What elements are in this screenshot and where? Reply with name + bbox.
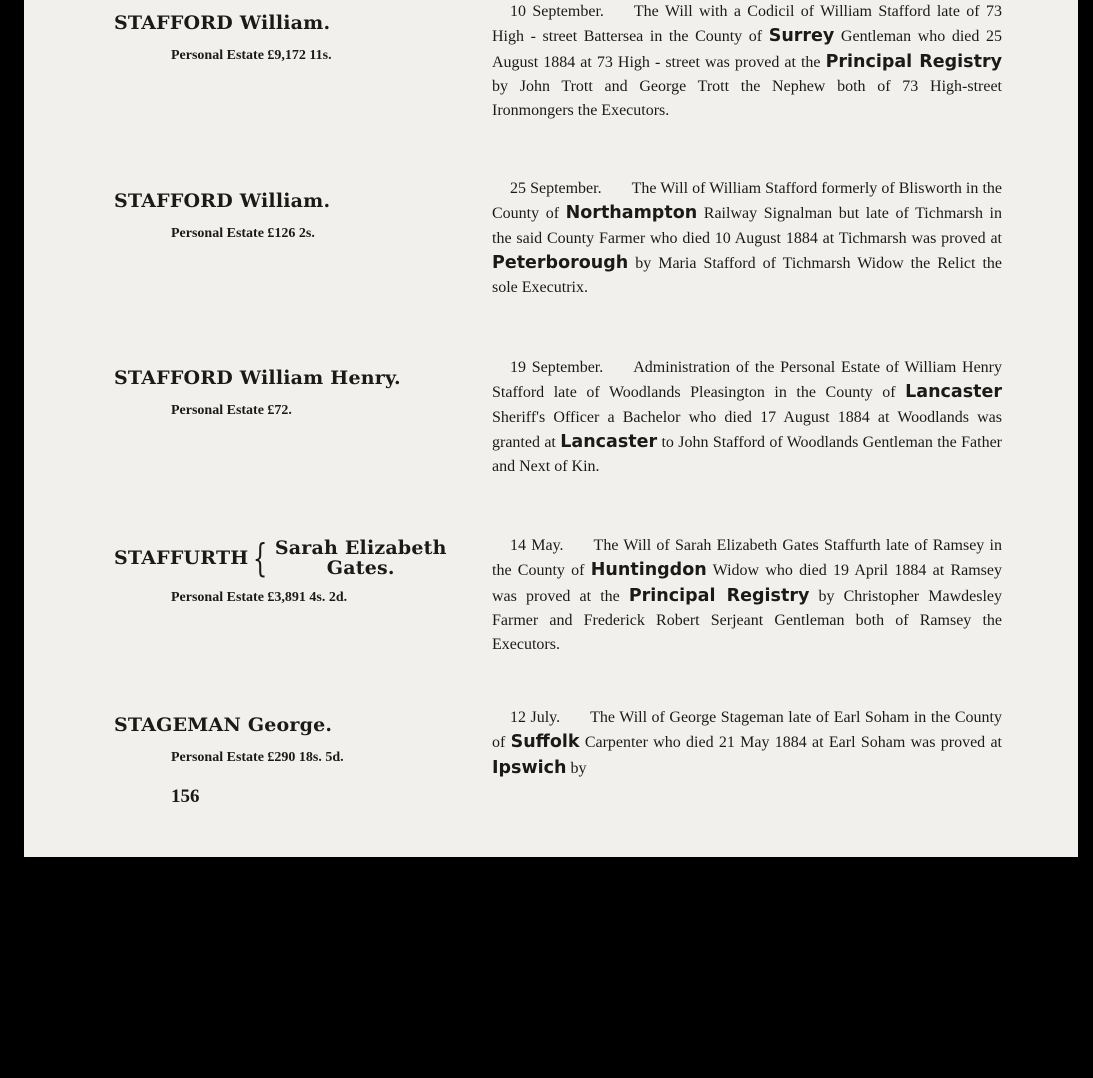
register-page xyxy=(24,0,1078,857)
entry-4-text-c: by Christopher Mawdesley Farmer and Frederick Robert Serjeant Gentleman both of Ramsey the Executors. xyxy=(492,587,1002,654)
entry-5-given: George. xyxy=(247,714,333,736)
entry-1-text-c: by John Trott and George Trott the Nephew both of 73 High-street Ironmongers the Executors. xyxy=(492,77,1002,120)
entry-5-text-a: The Will of George Stageman late of Earl Soham in the County of xyxy=(492,709,1002,752)
entry-3-estate: Personal Estate £72. xyxy=(171,403,292,418)
entry-5-paragraph xyxy=(492,706,1002,781)
entry-2-text-c: by Maria Stafford of Tichmarsh Widow the Relict the sole Executrix. xyxy=(492,254,1002,297)
entry-2-body xyxy=(492,177,1002,300)
entry-5-registry: Ipswich xyxy=(492,757,567,778)
entry-3-body xyxy=(492,356,1002,479)
entry-3-date: 19 September. xyxy=(510,359,604,376)
entry-1-body xyxy=(492,0,1002,123)
entry-5-date: 12 July. xyxy=(510,709,561,726)
entry-2-estate: Personal Estate £126 2s. xyxy=(171,226,315,241)
entry-1-name xyxy=(114,12,474,34)
entry-4-given-line2: Gates. xyxy=(326,557,395,579)
entry-4-date: 14 May. xyxy=(510,537,564,554)
entry-5-text-b: Carpenter who died 21 May 1884 at Earl Soham was proved at xyxy=(579,734,1003,752)
entry-5-text-c: by xyxy=(566,759,587,777)
entry-3-name xyxy=(114,367,474,389)
entry-4-paragraph xyxy=(492,534,1002,657)
entry-2-surname: STAFFORD xyxy=(114,190,233,212)
entry-2-text-a: The Will of William Stafford formerly of Blisworth in the County of xyxy=(492,180,1002,223)
entry-4-given-line1: Sarah Elizabeth xyxy=(274,537,447,559)
entry-4-body xyxy=(492,534,1002,657)
entry-4-given xyxy=(275,538,447,578)
entry-3-county: Lancaster xyxy=(905,382,1002,403)
entry-2-name xyxy=(114,190,474,212)
entry-5-body xyxy=(492,706,1002,781)
entry-4-county: Huntingdon xyxy=(590,560,707,581)
entry-3-text-c: to John Stafford of Woodlands Gentleman the Father and Next of Kin. xyxy=(492,433,1002,476)
entry-5-surname: STAGEMAN xyxy=(114,714,242,736)
entry-2-county: Northampton xyxy=(565,203,698,224)
entry-3-text-b: Sheriff's Officer a Bachelor who died 17 August 1884 at Woodlands was granted at xyxy=(492,408,1002,451)
entry-5-estate: Personal Estate £290 18s. 5d. xyxy=(171,750,344,765)
entry-4-registry: Principal Registry xyxy=(628,585,810,606)
entry-2-registry: Peterborough xyxy=(492,252,629,273)
entry-2-heading xyxy=(114,190,474,242)
entry-4-text-a: The Will of Sarah Elizabeth Gates Staffurth late of Ramsey in the County of xyxy=(492,537,1003,580)
page-number: 156 xyxy=(171,786,200,807)
entry-3-registry: Lancaster xyxy=(560,431,658,452)
entry-1-text-b: Gentleman who died 25 August 1884 at 73 High - street was proved at the xyxy=(492,28,1003,71)
entry-2-paragraph xyxy=(492,177,1002,300)
brace-symbol: { xyxy=(253,536,268,580)
entry-3-surname: STAFFORD xyxy=(114,367,233,389)
entry-3-text-a: Administration of the Personal Estate of William Henry Stafford late of Woodlands Pleasington in the County of xyxy=(492,359,1002,402)
entry-3-paragraph xyxy=(492,356,1002,479)
entry-4-surname: STAFFURTH xyxy=(114,547,249,569)
entry-3-heading xyxy=(114,367,474,419)
entry-3-given: William Henry. xyxy=(239,367,401,389)
entry-4-text-b: Widow who died 19 April 1884 at Ramsey was proved at the xyxy=(492,562,1002,605)
entry-1-surname: STAFFORD xyxy=(114,12,233,34)
entry-4-name xyxy=(114,538,474,578)
entry-1-heading xyxy=(114,12,474,64)
entry-1-date: 10 September. xyxy=(510,3,604,20)
entry-5-heading xyxy=(114,714,474,766)
entry-1-paragraph xyxy=(492,0,1002,123)
entry-5-county: Suffolk xyxy=(510,732,580,753)
entry-4-estate: Personal Estate £3,891 4s. 2d. xyxy=(171,590,348,605)
entry-5-name xyxy=(114,714,474,736)
entry-1-county: Surrey xyxy=(768,26,835,47)
entry-1-registry: Principal Registry xyxy=(825,51,1003,72)
entry-1-estate: Personal Estate £9,172 11s. xyxy=(171,48,332,63)
entry-2-text-b: Railway Signalman but late of Tichmarsh in the said County Farmer who died 10 August 1884 at Tichmarsh was proved at xyxy=(492,205,1002,247)
entry-4-heading xyxy=(114,538,474,606)
entry-2-date: 25 September. xyxy=(510,180,602,197)
entry-1-text-a: The Will with a Codicil of William Stafford late of 73 High - street Battersea in the County of xyxy=(492,3,1002,46)
entry-1-given: William. xyxy=(239,12,331,34)
entry-2-given: William. xyxy=(239,190,331,212)
